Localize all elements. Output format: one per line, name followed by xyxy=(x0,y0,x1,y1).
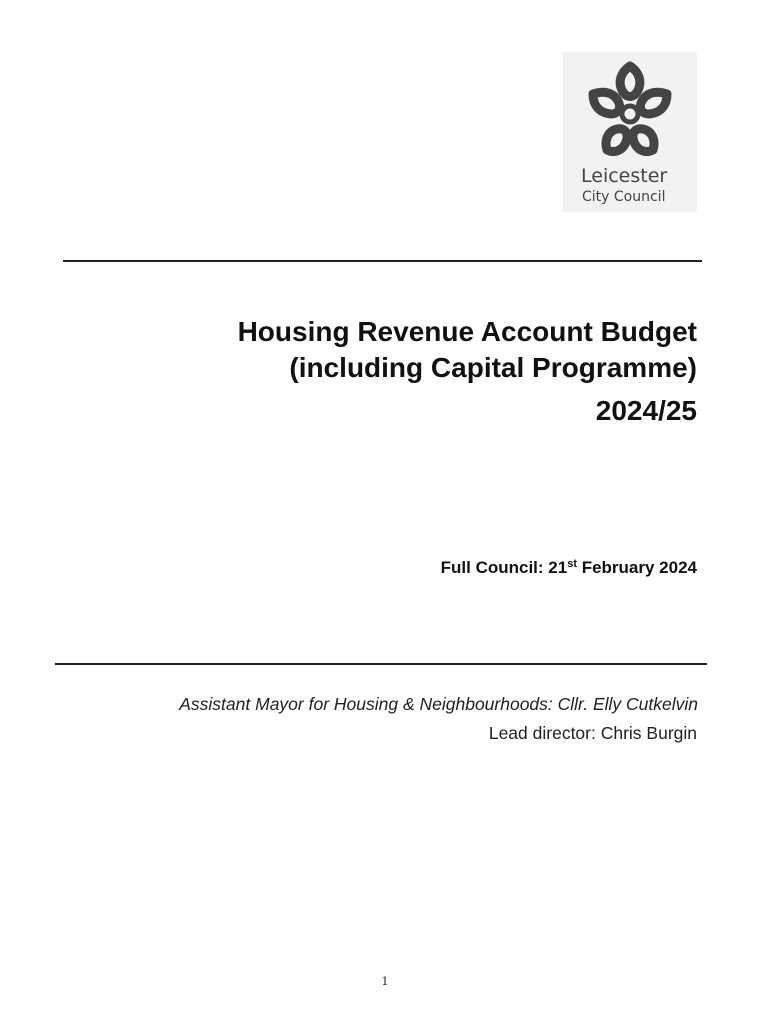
title-line-1: Housing Revenue Account Budget xyxy=(237,316,697,347)
logo-text-city-council: City Council xyxy=(582,189,666,205)
lead-director: Lead director: Chris Burgin xyxy=(488,723,697,743)
meeting-prefix: Full Council: 21 xyxy=(440,558,568,577)
meeting-date xyxy=(441,557,697,579)
meeting-ordinal: st xyxy=(567,558,577,570)
rose-emblem-icon xyxy=(571,58,689,166)
council-logo xyxy=(563,52,697,212)
meeting-suffix: February 2024 xyxy=(576,558,697,577)
middle-divider xyxy=(55,663,707,665)
title-year: 2024/25 xyxy=(595,395,697,426)
assistant-mayor: Assistant Mayor for Housing & Neighbourhoods: Cllr. Elly Cutkelvin xyxy=(179,694,698,714)
page-number: 1 xyxy=(381,975,389,988)
logo-text-leicester: Leicester xyxy=(581,165,668,187)
document-title xyxy=(97,314,697,386)
top-divider xyxy=(63,260,702,262)
title-line-2: (including Capital Programme) xyxy=(289,352,697,383)
